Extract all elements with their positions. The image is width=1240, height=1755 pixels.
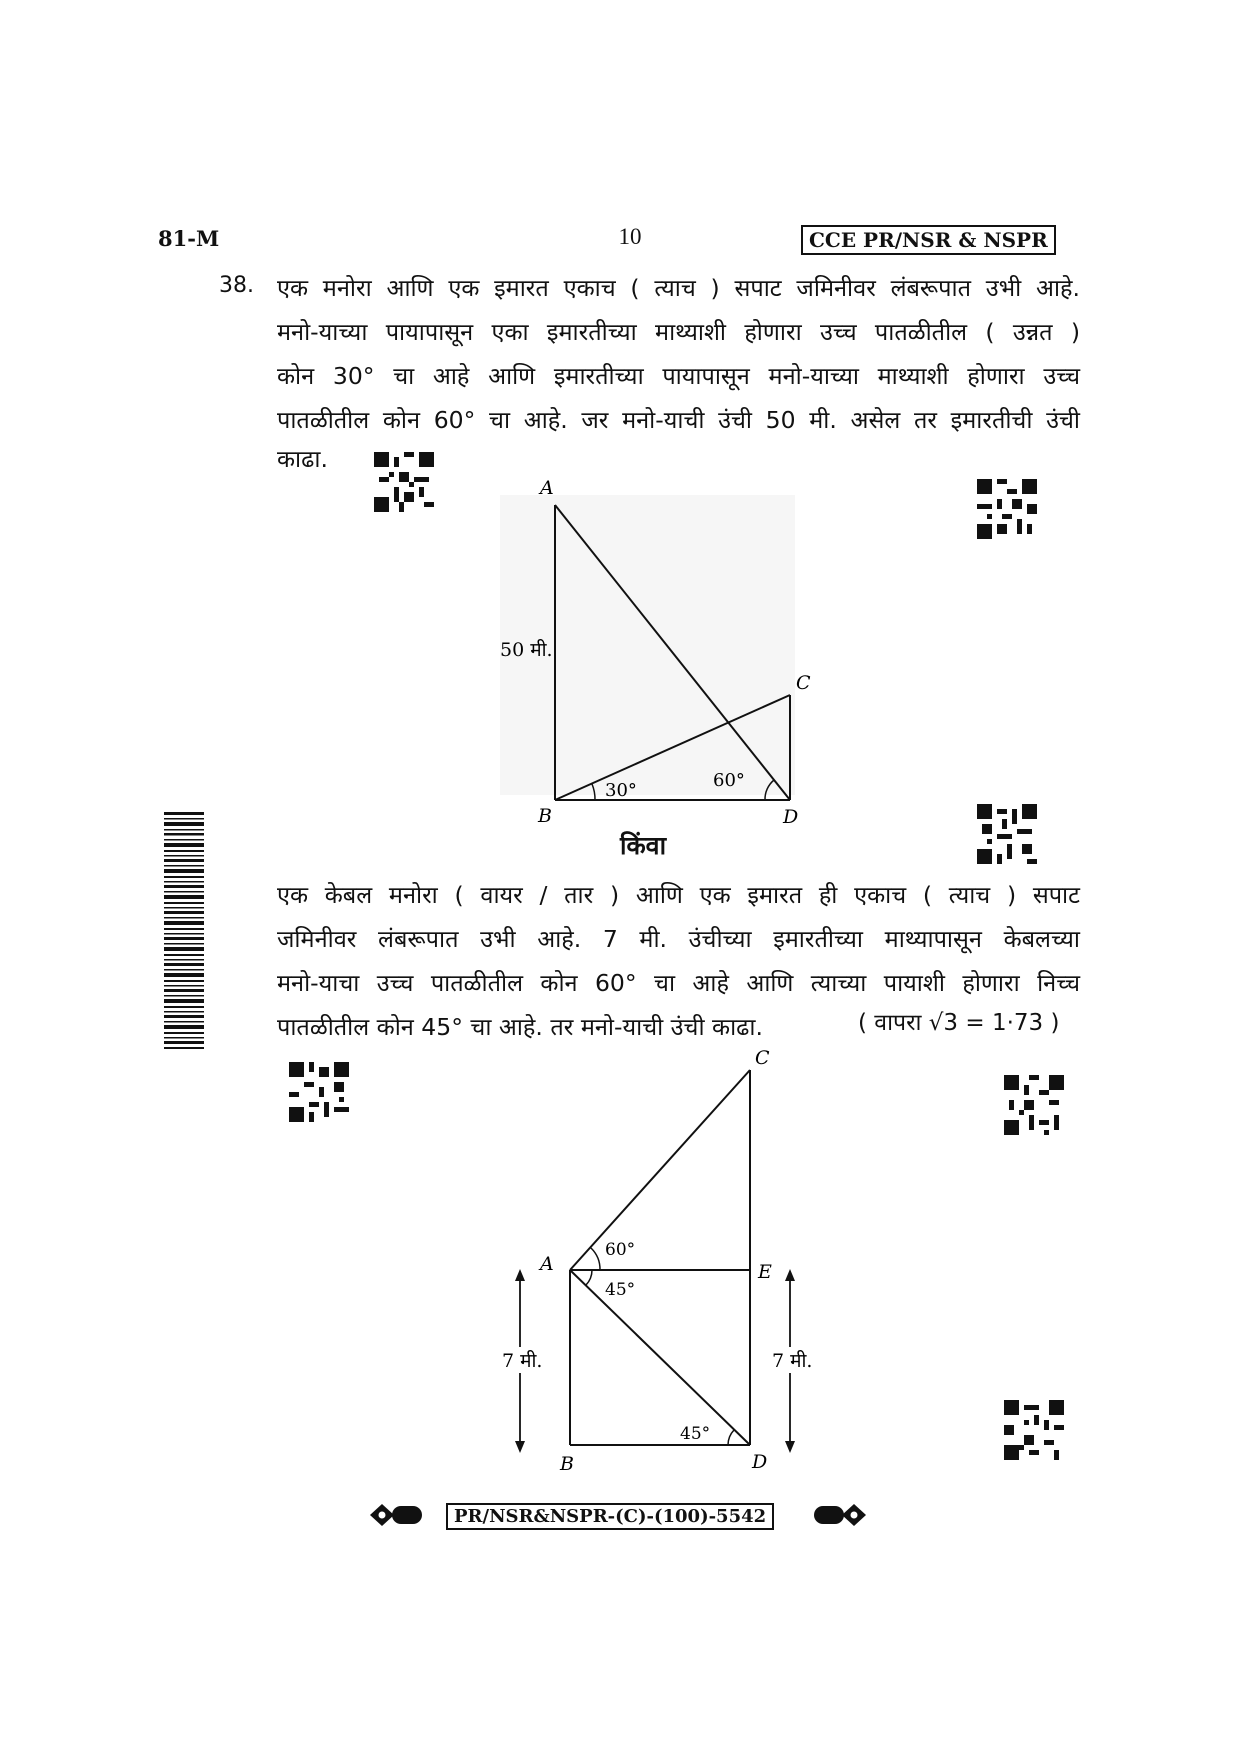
label-d: D bbox=[783, 806, 799, 828]
line-ad bbox=[570, 1270, 750, 1445]
part1-line: एक मनोरा आणि एक इमारत एकाच ( त्याच ) सपाट जमिनीवर लंबरूपात उभी आहे. bbox=[277, 274, 1080, 302]
part2-line: मनो-याचा उच्च पातळीतील कोन 60° चा आहे आणि त्याच्या पायाशी होणारा निच्च bbox=[277, 969, 1080, 997]
part1-line: मनो-याच्या पायापासून एका इमारतीच्या माथ्याशी होणारा उच्च पातळीतील ( उन्नत ) bbox=[277, 318, 1080, 346]
angle-up-label: 60° bbox=[605, 1240, 636, 1260]
question-part1 bbox=[277, 266, 1080, 442]
qr-code-icon bbox=[977, 804, 1037, 864]
figure2-diagram bbox=[480, 1045, 820, 1500]
angle-b-label: 30° bbox=[605, 780, 637, 801]
line-ac bbox=[570, 1070, 750, 1270]
label-c: C bbox=[755, 1047, 770, 1069]
height-left-label: 7 मी. bbox=[502, 1350, 543, 1372]
page-number: 10 bbox=[618, 224, 642, 249]
qr-code-icon bbox=[289, 1062, 349, 1122]
angle-d-label: 60° bbox=[713, 770, 745, 791]
height-right-label: 7 मी. bbox=[772, 1350, 813, 1372]
footer-ornament-right-icon bbox=[810, 1500, 870, 1530]
footer-code-box: PR/NSR&NSPR-(C)-(100)-5542 bbox=[446, 1503, 774, 1530]
label-b: B bbox=[560, 1453, 574, 1475]
qr-code-icon bbox=[1004, 1400, 1064, 1460]
angle-arc-down bbox=[586, 1270, 592, 1285]
qr-code-icon bbox=[1004, 1075, 1064, 1135]
qr-code-icon bbox=[374, 452, 434, 512]
figure1-diagram bbox=[480, 470, 820, 830]
label-b: B bbox=[538, 805, 552, 827]
barcode-icon bbox=[164, 810, 204, 1050]
label-d: D bbox=[752, 1451, 768, 1473]
part1-line: कोन 30° चा आहे आणि इमारतीच्या पायापासून मनो-याच्या माथ्याशी होणारा उच्च bbox=[277, 362, 1080, 390]
label-c: C bbox=[796, 672, 811, 694]
question-number: 38. bbox=[219, 273, 254, 298]
angle-d-label: 45° bbox=[680, 1424, 711, 1444]
part1-line: पातळीतील कोन 60° चा आहे. जर मनो-याची उंची 50 मी. असेल तर इमारतीची उंची bbox=[277, 406, 1080, 434]
or-separator: किंवा bbox=[620, 831, 667, 860]
label-a: A bbox=[540, 1253, 554, 1275]
part2-line: पातळीतील कोन 45° चा आहे. तर मनो-याची उंची काढा. bbox=[277, 1013, 763, 1041]
exam-code-box: CCE PR/NSR & NSPR bbox=[801, 225, 1056, 255]
label-a: A bbox=[540, 477, 554, 499]
footer-ornament-left-icon bbox=[368, 1500, 428, 1530]
part2-line: जमिनीवर लंबरूपात उभी आहे. 7 मी. उंचीच्या इमारतीच्या माथ्यापासून केबलच्या bbox=[277, 925, 1080, 953]
qr-code-icon bbox=[977, 479, 1037, 539]
sqrt-hint: ( वापरा √3 = 1·73 ) bbox=[858, 1010, 1060, 1036]
part2-line: एक केबल मनोरा ( वायर / तार ) आणि एक इमारत ही एकाच ( त्याच ) सपाट bbox=[277, 881, 1080, 909]
arrowhead bbox=[785, 1269, 795, 1281]
angle-down-label: 45° bbox=[605, 1280, 636, 1300]
arrowhead bbox=[515, 1269, 525, 1281]
part1-last-line: काढा. bbox=[277, 445, 328, 473]
paper-code: 81-M bbox=[158, 226, 220, 251]
arrowhead bbox=[785, 1441, 795, 1453]
angle-arc-up bbox=[591, 1248, 600, 1270]
angle-arc-d bbox=[728, 1430, 734, 1445]
arrowhead bbox=[515, 1441, 525, 1453]
tower-height-label: 50 मी. bbox=[500, 639, 553, 661]
label-e: E bbox=[758, 1261, 772, 1283]
